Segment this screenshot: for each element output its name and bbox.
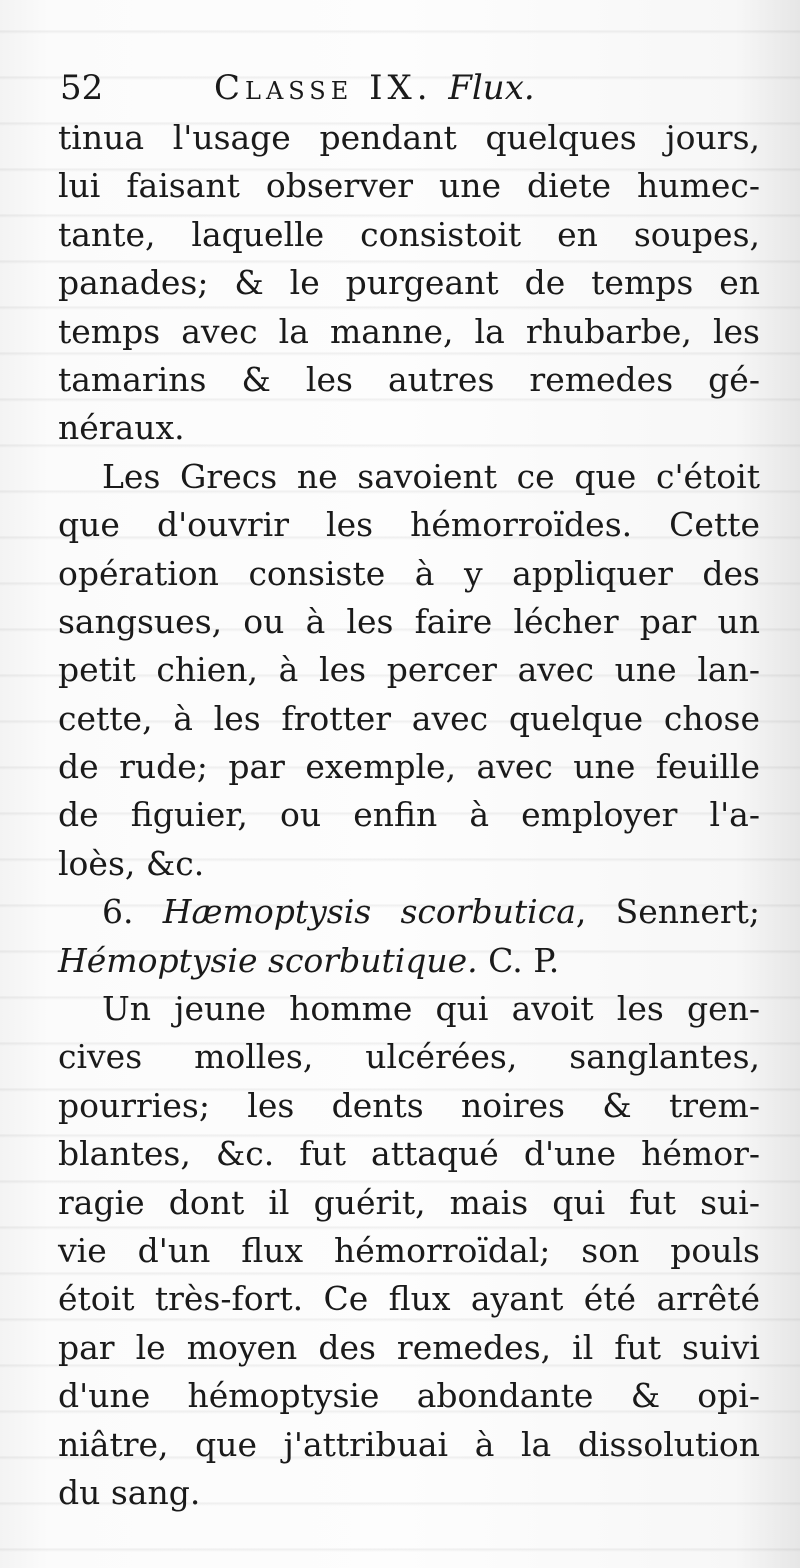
text-line: par le moyen des remedes, il fut suivi [58,1327,760,1367]
text-line: de rude; par exemple, avec une feuille [58,747,760,787]
text-line: lui faisant observer une diete humec- [58,166,760,206]
text-line: que d'ouvrir les hémorroïdes. Cette [58,505,760,545]
paragraph-continuation [58,114,760,453]
text-line: loès, &c. [58,843,205,883]
text-line: de figuier, ou enfin à employer l'a- [58,795,760,835]
text-line: temps avec la manne, la rhubarbe, les [58,311,760,351]
species-french-name: Hémoptysie scorbutique. [58,940,478,980]
text-line: petit chien, à les percer avec une lan- [58,650,760,690]
species-source: C. P. [488,940,560,980]
species-heading-line-1 [58,888,760,936]
text-line: cives molles, ulcérées, sanglantes, [58,1037,760,1077]
species-number: 6. [102,892,134,932]
text-line: étoit très-fort. Ce flux ayant été arrêté [58,1279,760,1319]
text-line: sangsues, ou à les faire lécher par un [58,601,760,641]
text-line: néraux. [58,408,185,448]
species-heading [58,888,760,985]
running-title [214,62,535,114]
text-line: tamarins & les autres remedes gé- [58,359,760,399]
text-line: tinua l'usage pendant quelques jours, [58,118,760,157]
text-line: du sang. [58,1472,201,1512]
paragraph-greeks [58,453,760,889]
running-title-italic: Flux. [448,68,535,108]
species-authority: Sennert; [615,892,760,932]
text-line: opération consiste à y appliquer des [58,553,760,593]
text-line: Les Grecs ne savoient ce que c'étoit [102,456,760,496]
text-line: cette, à les frotter avec quelque chose [58,698,760,738]
species-heading-line-2 [58,937,760,985]
text-line: Un jeune homme qui avoit les gen- [102,989,760,1029]
text-line: vie d'un flux hémorroïdal; son pouls [58,1230,760,1270]
running-title-main: Classe IX. [214,68,433,108]
text-line: panades; & le purgeant de temps en [58,263,760,303]
text-line: tante, laquelle consistoit en soupes, [58,214,760,254]
text-line: niâtre, que j'attribuai à la dissolution [58,1424,760,1464]
page-number: 52 [60,68,104,108]
paragraph-case [58,985,760,1517]
page-header [58,62,760,114]
species-latin-name: Hæmoptysis scorbutica [162,892,576,932]
page-text [58,62,760,1517]
text-line: pourries; les dents noires & trem- [58,1085,760,1125]
text-line: blantes, &c. fut attaqué d'une hémor- [58,1134,760,1174]
text-line: d'une hémoptysie abondante & opi- [58,1376,760,1416]
text-line: ragie dont il guérit, mais qui fut sui- [58,1182,760,1222]
species-separator: , [575,892,587,932]
